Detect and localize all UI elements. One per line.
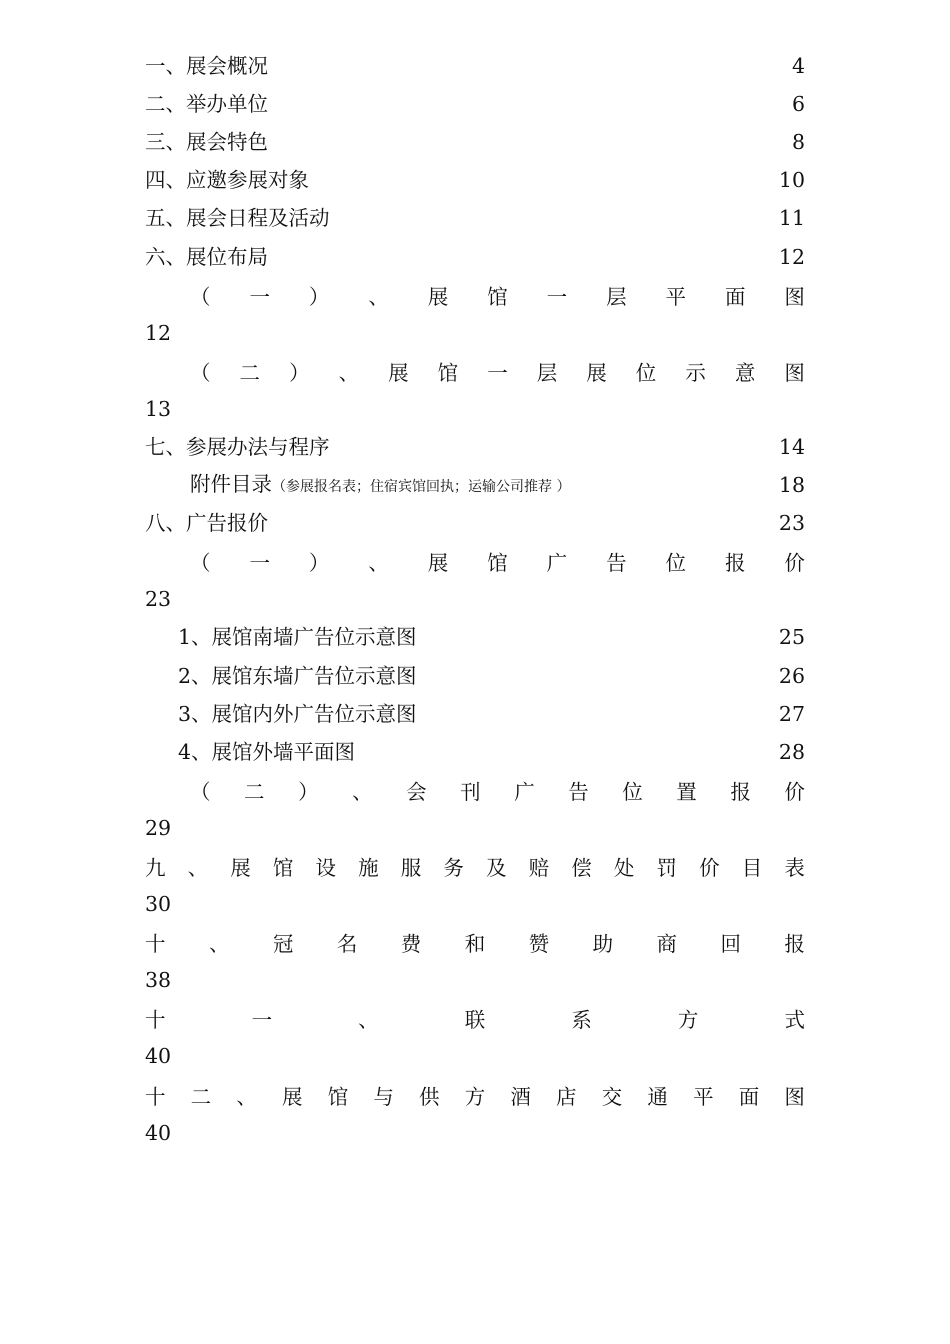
- toc-entry-5[interactable]: [145, 199, 805, 237]
- toc-title-char: 报: [724, 551, 746, 576]
- toc-title-char: 平: [665, 284, 686, 309]
- toc-title-char: 、: [236, 1084, 257, 1109]
- toc-justified-title: [145, 352, 805, 390]
- toc-entry-7[interactable]: [145, 428, 805, 466]
- toc-entry-title: 六、展位布局: [145, 244, 268, 269]
- toc-entry-page: 27: [778, 701, 805, 726]
- toc-title-char: 报: [730, 779, 751, 804]
- toc-title-char: 位: [665, 551, 686, 576]
- toc-entry-page: 13: [145, 396, 172, 421]
- toc-title-char: 一: [546, 284, 568, 309]
- toc-title-char: 层: [606, 284, 627, 309]
- toc-entry-8a2[interactable]: [145, 657, 805, 695]
- toc-title-char: 平: [693, 1084, 714, 1109]
- toc-entry-page: 28: [778, 739, 805, 764]
- toc-title-char: 、: [368, 551, 389, 576]
- toc-title-char: 面: [738, 1084, 760, 1109]
- toc-title-char: 和: [464, 932, 486, 957]
- toc-title-char: （: [190, 284, 211, 309]
- toc-title-char: 告: [606, 551, 627, 576]
- toc-justified-title: [145, 847, 805, 885]
- toc-title-char: 服: [400, 856, 422, 881]
- toc-entry-title: 一、展会概况: [145, 54, 268, 79]
- toc-title-char: ）: [308, 551, 330, 576]
- toc-title-char: 二: [190, 1084, 212, 1109]
- toc-title-char: 馆: [487, 284, 508, 309]
- toc-title-char: 展: [230, 856, 251, 881]
- toc-justified-title: [145, 923, 805, 961]
- toc-title-char: 赞: [528, 932, 550, 957]
- toc-title-char: 、: [358, 1008, 379, 1033]
- toc-title-char: 及: [486, 856, 507, 881]
- toc-title-char: 报: [784, 932, 805, 957]
- toc-title-char: 施: [358, 856, 379, 881]
- toc-title-char: 方: [464, 1084, 486, 1109]
- toc-entry-page: 18: [778, 473, 805, 498]
- toc-title-char: 酒: [510, 1084, 531, 1109]
- toc-entry-8a1[interactable]: [145, 618, 805, 656]
- toc-title-char: 、: [338, 360, 360, 385]
- toc-title-char: 十: [145, 1008, 166, 1033]
- toc-title-char: 二: [244, 779, 265, 804]
- toc-entry-8a4[interactable]: [145, 733, 805, 771]
- toc-title-char: 处: [613, 856, 635, 881]
- toc-title-char: 一: [249, 284, 270, 309]
- toc-title-char: （: [190, 779, 211, 804]
- toc-title-char: 、: [368, 284, 389, 309]
- toc-title-char: 式: [784, 1008, 805, 1033]
- toc-entry-page: 10: [778, 168, 805, 193]
- toc-title-char: 馆: [437, 360, 459, 385]
- toc-entry-2[interactable]: [145, 85, 805, 123]
- toc-entry-3[interactable]: [145, 123, 805, 161]
- toc-title-char: 目: [741, 856, 763, 881]
- toc-entry-title: 附件目录: [190, 471, 272, 496]
- toc-entry-title: 4、展馆外墙平面图: [178, 739, 356, 764]
- toc-title-char: 、: [208, 932, 230, 957]
- toc-title-char: 馆: [327, 1084, 349, 1109]
- toc-title-char: 层: [536, 360, 558, 385]
- toc-entry-page: 25: [778, 625, 805, 650]
- toc-justified-title: [145, 276, 805, 314]
- toc-title-char: 店: [556, 1084, 577, 1109]
- toc-title-char: 馆: [272, 856, 294, 881]
- toc-entry-page: 12: [778, 244, 805, 269]
- toc-title-char: 表: [784, 856, 805, 881]
- toc-title-char: 位: [622, 779, 643, 804]
- toc-entry-11[interactable]: [145, 999, 805, 1075]
- toc-title-char: 一: [487, 360, 508, 385]
- toc-entry-page: 40: [145, 1044, 172, 1069]
- toc-entry-title: 七、参展办法与程序: [145, 434, 330, 459]
- toc-entry-note: （参展报名表；住宿宾馆回执；运输公司推荐 ）: [272, 478, 571, 495]
- toc-title-char: 面: [724, 284, 746, 309]
- toc-title-char: 联: [464, 1008, 486, 1033]
- toc-entry-page: 38: [145, 968, 172, 993]
- toc-entry-appendix[interactable]: [145, 466, 805, 504]
- toc-entry-9[interactable]: [145, 847, 805, 923]
- toc-title-char: 通: [647, 1084, 668, 1109]
- toc-title-char: 二: [239, 360, 261, 385]
- toc-title-char: 、: [187, 856, 209, 881]
- toc-title-char: 展: [388, 360, 409, 385]
- toc-title-char: 名: [336, 932, 358, 957]
- toc-entry-1[interactable]: [145, 47, 805, 85]
- toc-entry-page: 14: [778, 434, 805, 459]
- toc-title-char: 偿: [571, 856, 592, 881]
- toc-entry-page: 23: [145, 587, 172, 612]
- toc-title-char: ）: [308, 284, 330, 309]
- toc-title-char: 告: [568, 779, 589, 804]
- toc-title-char: 位: [635, 360, 657, 385]
- toc-justified-title: [145, 999, 805, 1037]
- toc-justified-title: [145, 542, 805, 580]
- toc-title-char: 展: [427, 551, 449, 576]
- toc-entry-title: 1、展馆南墙广告位示意图: [178, 625, 417, 650]
- toc-title-char: 一: [251, 1008, 273, 1033]
- toc-entry-title: 五、展会日程及活动: [145, 206, 330, 231]
- table-of-contents: [145, 47, 805, 1152]
- toc-title-char: 图: [784, 360, 805, 385]
- toc-entry-title: 2、展馆东墙广告位示意图: [178, 663, 417, 688]
- toc-title-char: 展: [586, 360, 607, 385]
- toc-title-char: 价: [784, 779, 805, 804]
- toc-title-char: 广: [546, 551, 568, 576]
- toc-title-char: 价: [784, 551, 805, 576]
- toc-title-char: 刊: [460, 779, 481, 804]
- toc-title-char: 、: [352, 779, 373, 804]
- toc-title-char: 务: [443, 856, 464, 881]
- toc-entry-4[interactable]: [145, 161, 805, 199]
- toc-entry-page: 8: [791, 130, 805, 155]
- toc-entry-page: 11: [778, 206, 805, 231]
- toc-title-char: 图: [784, 1084, 805, 1109]
- toc-entry-10[interactable]: [145, 923, 805, 999]
- toc-title-char: 图: [784, 284, 805, 309]
- toc-title-char: 意: [734, 360, 756, 385]
- toc-entry-page: 40: [145, 1120, 172, 1145]
- toc-entry-page: 23: [778, 511, 805, 536]
- toc-entry-title: 四、应邀参展对象: [145, 168, 309, 193]
- toc-entry-title: 八、广告报价: [145, 511, 268, 536]
- toc-title-char: 商: [656, 932, 677, 957]
- toc-title-char: （: [190, 551, 211, 576]
- toc-title-char: 供: [419, 1084, 440, 1109]
- toc-title-char: 展: [427, 284, 449, 309]
- toc-title-char: 赔: [528, 856, 550, 881]
- toc-entry-page: 29: [145, 815, 172, 840]
- toc-entry-title: 二、举办单位: [145, 92, 268, 117]
- toc-entry-page: 6: [791, 92, 805, 117]
- toc-entry-title: 3、展馆内外广告位示意图: [178, 701, 417, 726]
- toc-entry-8[interactable]: [145, 504, 805, 542]
- toc-title-char: 一: [249, 551, 270, 576]
- toc-title-char: 系: [571, 1008, 592, 1033]
- toc-entry-6a[interactable]: [145, 276, 805, 352]
- toc-title-char: 方: [677, 1008, 699, 1033]
- toc-title-char: 馆: [487, 551, 508, 576]
- toc-title-char: （: [190, 360, 211, 385]
- toc-entry-6b[interactable]: [145, 352, 805, 428]
- toc-title-char: 交: [601, 1084, 623, 1109]
- toc-title-char: 回: [720, 932, 741, 957]
- toc-entry-page: 26: [778, 663, 805, 688]
- toc-entry-page: 30: [145, 892, 172, 917]
- toc-title-char: 展: [282, 1084, 303, 1109]
- toc-title-char: 费: [400, 932, 422, 957]
- toc-entry-8b[interactable]: [145, 771, 805, 847]
- toc-title-char: 会: [406, 779, 427, 804]
- toc-justified-title: [145, 771, 805, 809]
- toc-entry-8a3[interactable]: [145, 695, 805, 733]
- toc-title-char: 示: [685, 360, 706, 385]
- toc-entry-title: 三、展会特色: [145, 130, 268, 155]
- toc-title-char: 与: [373, 1084, 394, 1109]
- toc-title-char: ）: [298, 779, 319, 804]
- toc-title-char: 设: [315, 856, 336, 881]
- toc-justified-title: [145, 1076, 805, 1114]
- toc-title-char: 价: [699, 856, 720, 881]
- toc-title-char: 九: [145, 856, 166, 881]
- toc-title-char: 助: [592, 932, 614, 957]
- toc-entry-8a[interactable]: [145, 542, 805, 618]
- toc-title-char: ）: [289, 360, 310, 385]
- toc-title-char: 冠: [272, 932, 294, 957]
- toc-entry-page: 4: [791, 54, 805, 79]
- toc-entry-6[interactable]: [145, 237, 805, 275]
- toc-entry-page: 12: [145, 320, 172, 345]
- toc-title-char: 十: [145, 932, 166, 957]
- toc-title-char: 十: [145, 1084, 166, 1109]
- toc-title-char: 置: [676, 779, 697, 804]
- toc-title-char: 罚: [656, 856, 677, 881]
- toc-title-char: 广: [514, 779, 535, 804]
- toc-entry-12[interactable]: [145, 1076, 805, 1152]
